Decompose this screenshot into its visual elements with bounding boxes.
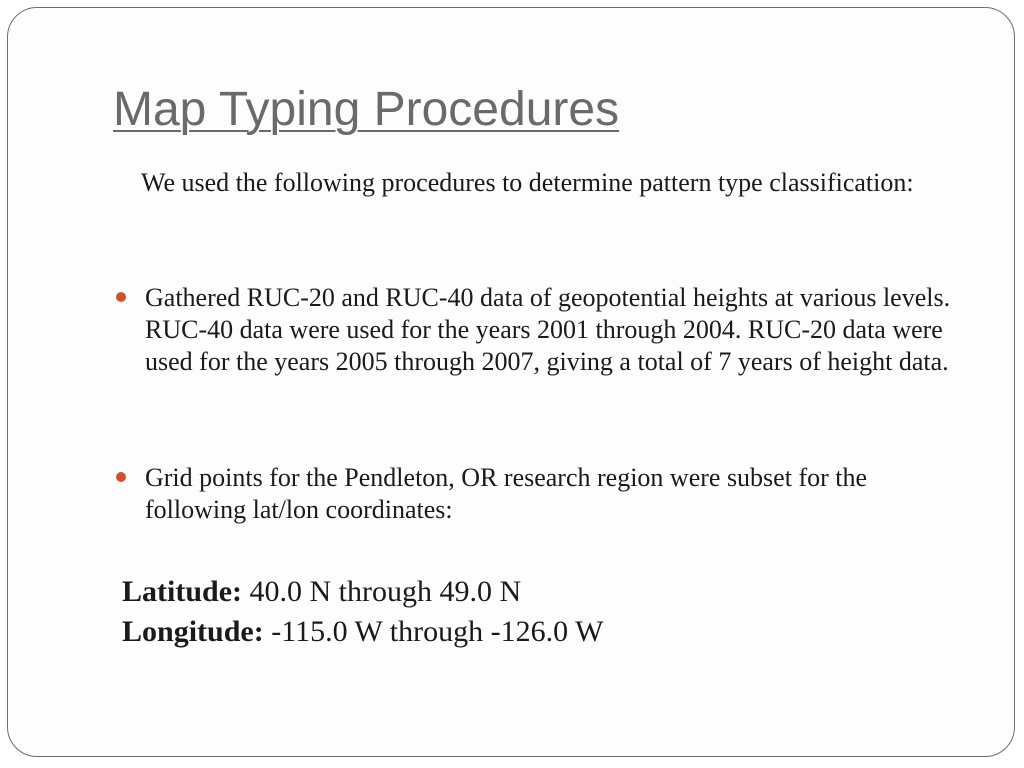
intro-text: We used the following procedures to determine pattern type classification: bbox=[141, 168, 914, 197]
longitude-value: -115.0 W through -126.0 W bbox=[271, 615, 604, 648]
bullet-item-data-sources: Gathered RUC-20 and RUC-40 data of geopotential heights at various levels. RUC-40 data were used for the years 2001 through 2004. RUC-20 data were used for the years 2005 through 2007, giving a total of 7 years of height data. bbox=[145, 283, 951, 376]
bullet-dot-icon bbox=[116, 472, 126, 482]
slide-title: Map Typing Procedures bbox=[113, 83, 620, 136]
longitude-line bbox=[122, 612, 922, 652]
latitude-line bbox=[122, 572, 922, 612]
latitude-value: 40.0 N through 49.0 N bbox=[249, 575, 522, 608]
latitude-label: Latitude: bbox=[122, 575, 242, 608]
bullet-dot-icon bbox=[116, 292, 126, 302]
longitude-label: Longitude: bbox=[122, 615, 264, 648]
bullet-item-grid-points: Grid points for the Pendleton, OR research region were subset for the following lat/lon coordinates: bbox=[145, 463, 868, 524]
